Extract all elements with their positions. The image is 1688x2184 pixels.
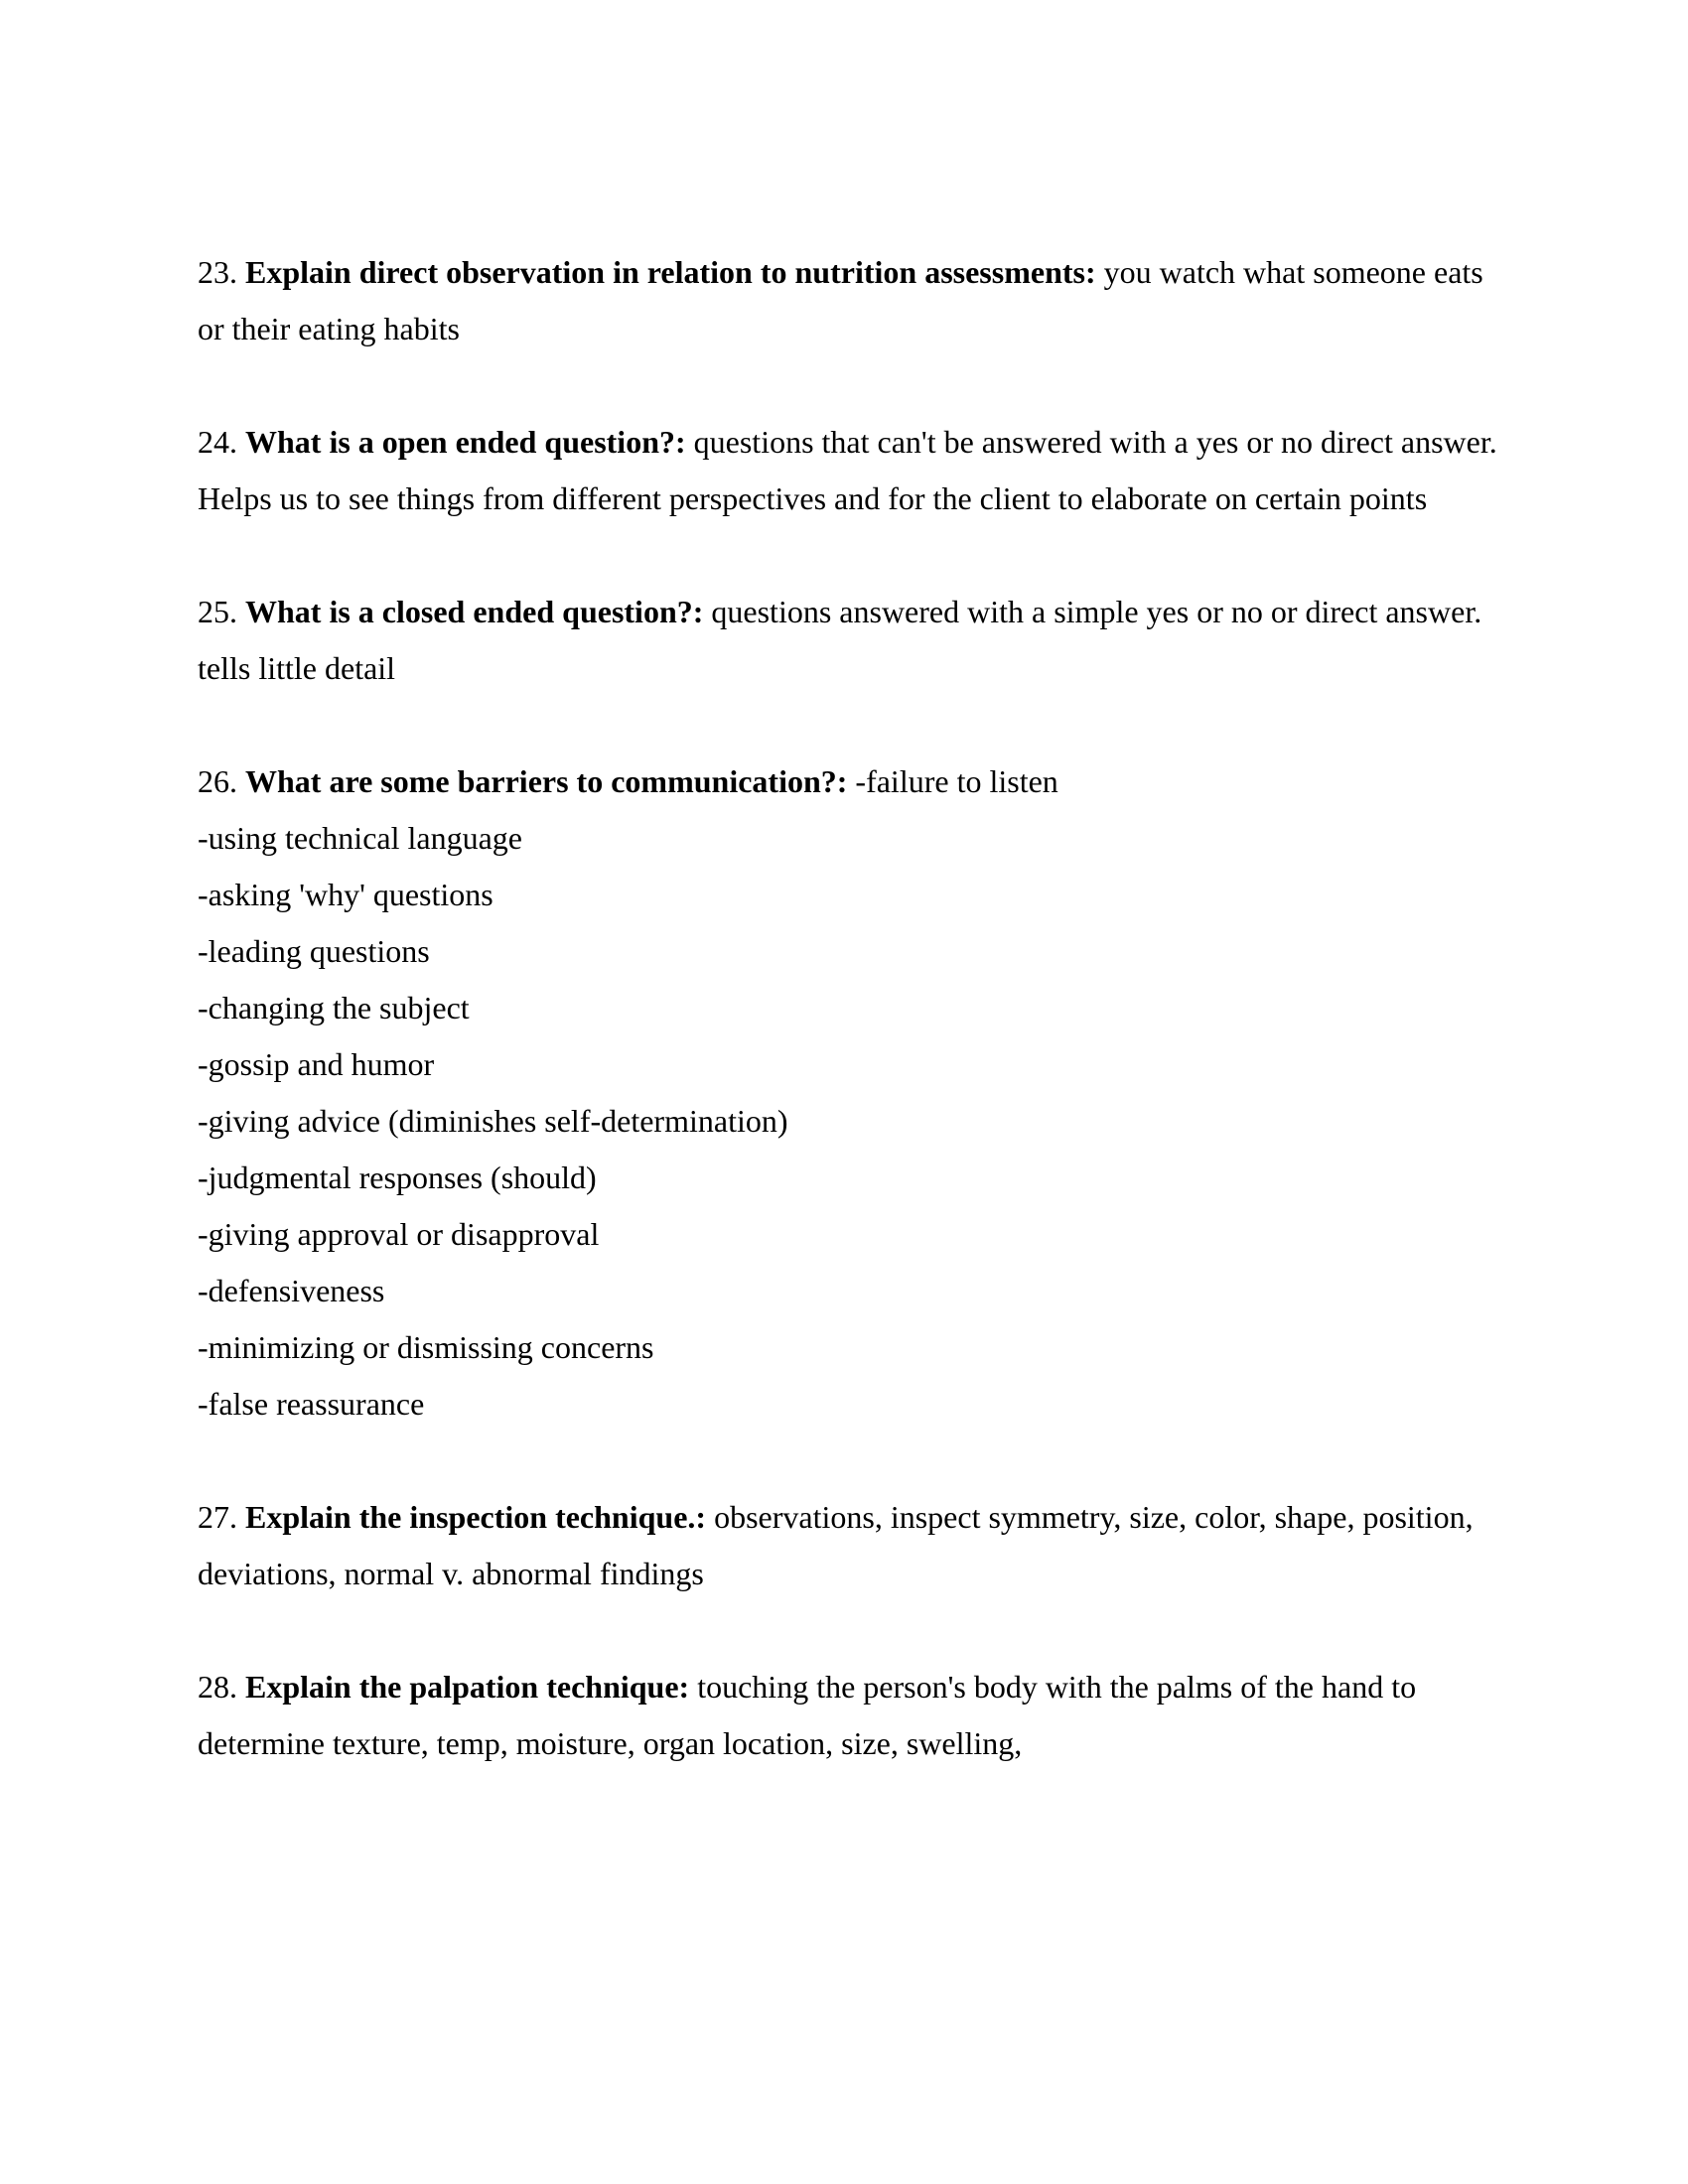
question-text: What is a closed ended question?: (245, 594, 704, 629)
list-item: -giving approval or disapproval (198, 1216, 600, 1252)
list-item: -defensiveness (198, 1273, 385, 1308)
answer-text: you watch what someone eats or their eating habits (198, 254, 1483, 346)
answer-text: touching the person's body with the palms of the hand to determine texture, temp, moisture, organ location, size, swelling, (198, 1669, 1417, 1761)
question-number: 26. (198, 763, 237, 799)
list-item: -leading questions (198, 933, 430, 969)
answer-text: -failure to listen (855, 763, 1058, 799)
list-item: -giving advice (diminishes self-determination) (198, 1103, 788, 1139)
question-27 (198, 1489, 1498, 1602)
question-24 (198, 414, 1498, 527)
answer-text: observations, inspect symmetry, size, color, shape, position, deviations, normal v. abnormal findings (198, 1499, 1474, 1591)
document-page (198, 244, 1498, 1829)
list-item: -false reassurance (198, 1386, 425, 1422)
list-item: -changing the subject (198, 990, 470, 1025)
question-23 (198, 244, 1498, 357)
question-number: 24. (198, 424, 237, 460)
question-26 (198, 753, 1498, 1433)
list-item: -minimizing or dismissing concerns (198, 1329, 654, 1365)
question-text: Explain direct observation in relation to nutrition assessments: (245, 254, 1096, 290)
question-text: What are some barriers to communication?: (245, 763, 848, 799)
question-number: 28. (198, 1669, 237, 1705)
question-text: Explain the palpation technique: (245, 1669, 690, 1705)
list-item: -judgmental responses (should) (198, 1160, 597, 1195)
list-item: -gossip and humor (198, 1046, 435, 1082)
answer-text: questions that can't be answered with a yes or no direct answer. Helps us to see things from different perspectives and for the client to elaborate on certain points (198, 424, 1497, 516)
question-25 (198, 584, 1498, 697)
answer-text: questions answered with a simple yes or no or direct answer. tells little detail (198, 594, 1482, 686)
question-number: 27. (198, 1499, 237, 1535)
question-number: 25. (198, 594, 237, 629)
list-item: -using technical language (198, 820, 522, 856)
list-item: -asking 'why' questions (198, 877, 493, 912)
question-text: Explain the inspection technique.: (245, 1499, 707, 1535)
question-28 (198, 1659, 1498, 1772)
question-number: 23. (198, 254, 237, 290)
question-text: What is a open ended question?: (245, 424, 686, 460)
